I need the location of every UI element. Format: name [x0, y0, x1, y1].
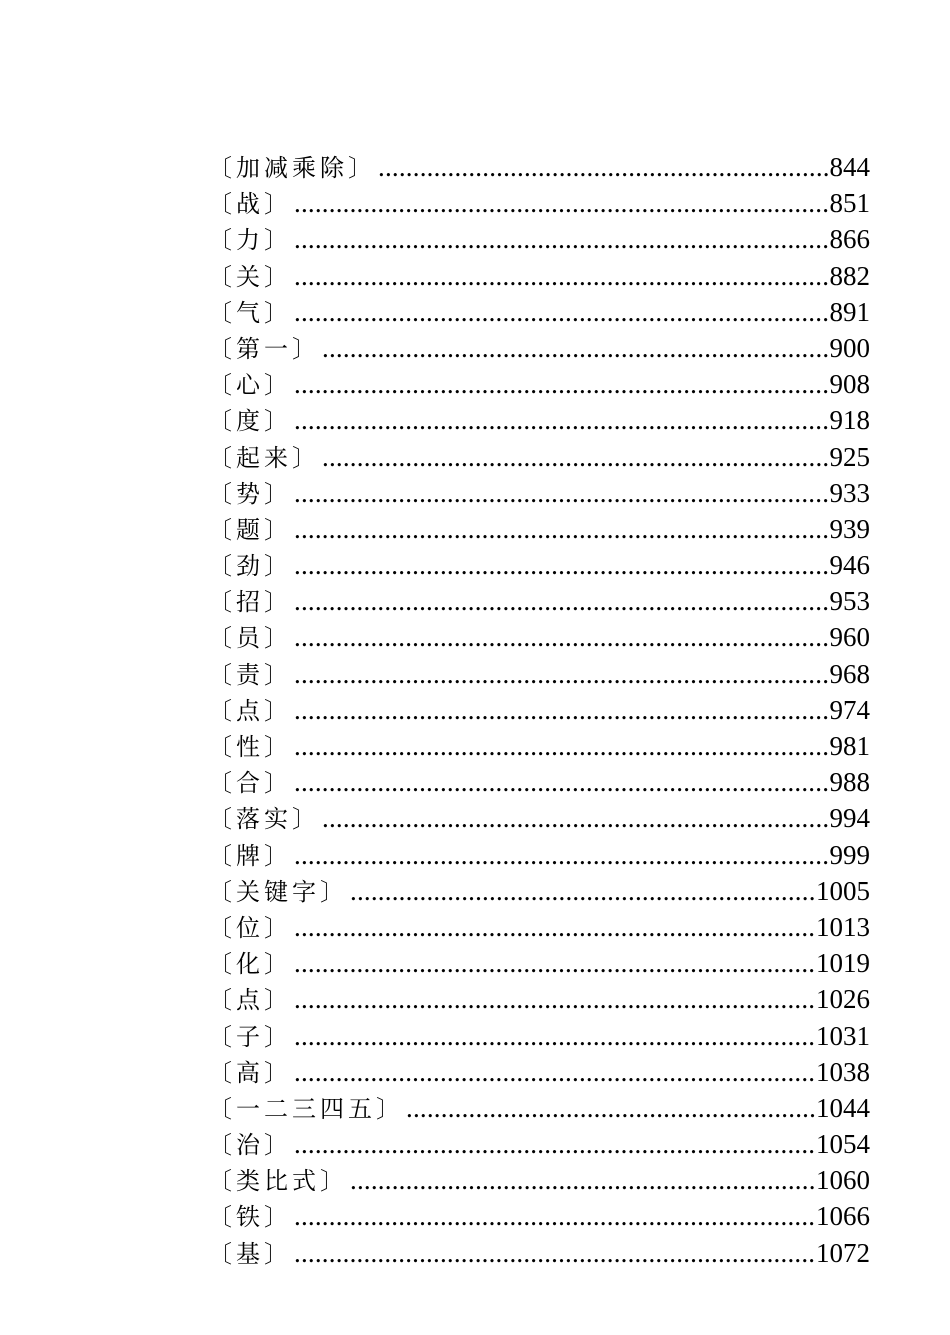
toc-entry[interactable]	[208, 582, 870, 618]
dot-leader	[294, 948, 815, 979]
toc-entry[interactable]	[208, 257, 870, 293]
toc-entry-title: 〔心〕	[208, 371, 292, 400]
toc-entry-title: 〔性〕	[208, 733, 292, 761]
toc-entry-title: 〔招〕	[208, 588, 292, 617]
toc-entry[interactable]	[208, 1089, 870, 1125]
toc-entry[interactable]	[208, 799, 870, 835]
toc-entry-page-number: 1005	[816, 875, 870, 906]
toc-entry-page-number: 918	[829, 405, 870, 436]
toc-entry-title: 〔第一〕	[208, 334, 320, 363]
dot-leader	[294, 695, 829, 726]
dot-leader	[294, 297, 829, 328]
toc-entry[interactable]	[208, 546, 870, 582]
toc-entry[interactable]	[208, 365, 870, 401]
dot-leader	[406, 1093, 815, 1124]
toc-entry-page-number: 1038	[816, 1056, 870, 1087]
dot-leader	[294, 405, 829, 436]
toc-entry[interactable]	[208, 1053, 870, 1089]
toc-entry-title: 〔题〕	[208, 515, 292, 544]
toc-entry-page-number: 908	[829, 369, 870, 400]
dot-leader	[294, 369, 829, 400]
toc-entry-title: 〔落实〕	[208, 805, 320, 834]
toc-entry[interactable]	[208, 872, 870, 908]
toc-entry-title: 〔高〕	[208, 1058, 292, 1087]
dot-leader	[294, 767, 829, 798]
toc-entry[interactable]	[208, 655, 870, 691]
toc-entry-page-number: 882	[829, 260, 870, 291]
dot-leader	[294, 1201, 815, 1232]
toc-entry[interactable]	[208, 1234, 870, 1270]
toc-entry-title: 〔责〕	[208, 660, 292, 689]
dot-leader	[294, 840, 829, 871]
toc-entry-page-number: 1072	[816, 1237, 870, 1268]
toc-entry[interactable]	[208, 763, 870, 799]
dot-leader	[294, 188, 829, 219]
toc-entry[interactable]	[208, 510, 870, 546]
toc-entry-title: 〔点〕	[208, 696, 292, 725]
toc-entry[interactable]	[208, 1017, 870, 1053]
dot-leader	[294, 984, 815, 1015]
toc-entry-title: 〔气〕	[208, 298, 292, 327]
toc-entry-title: 〔关〕	[208, 262, 292, 291]
toc-entry-title: 〔点〕	[208, 986, 292, 1015]
dot-leader	[294, 478, 829, 509]
toc-entry-title: 〔势〕	[208, 479, 292, 508]
toc-entry[interactable]	[208, 148, 870, 184]
toc-entry-page-number: 1019	[816, 948, 870, 979]
toc-entry-title: 〔治〕	[208, 1131, 292, 1160]
dot-leader	[294, 1057, 815, 1088]
toc-entry-page-number: 1044	[816, 1092, 870, 1123]
dot-leader	[294, 550, 829, 581]
toc-entry[interactable]	[208, 293, 870, 329]
toc-entry-page-number: 900	[829, 332, 870, 363]
toc-entry-page-number: 866	[829, 224, 870, 255]
toc-entry-page-number: 981	[829, 731, 870, 761]
dot-leader	[378, 152, 829, 183]
toc-entry-page-number: 1013	[816, 911, 870, 942]
toc-entry-title: 〔子〕	[208, 1022, 292, 1051]
toc-entry-title: 〔员〕	[208, 624, 292, 653]
dot-leader	[322, 803, 829, 834]
toc-entry[interactable]	[208, 474, 870, 510]
toc-entry-page-number: 999	[829, 839, 870, 870]
toc-entry[interactable]	[208, 908, 870, 944]
toc-entry[interactable]	[208, 220, 870, 256]
toc-entry-page-number: 933	[829, 477, 870, 508]
toc-entry-page-number: 939	[829, 513, 870, 544]
toc-entry-page-number: 851	[829, 188, 870, 219]
dot-leader	[350, 1165, 815, 1196]
toc-entry-title: 〔起来〕	[208, 443, 320, 472]
toc-entry[interactable]	[208, 944, 870, 980]
toc-entry-page-number: 974	[829, 694, 870, 725]
toc-entry[interactable]	[208, 184, 870, 220]
toc-entry-title: 〔位〕	[208, 913, 292, 942]
toc-entry[interactable]	[208, 691, 870, 727]
dot-leader	[294, 1021, 815, 1052]
toc-entry[interactable]	[208, 727, 870, 763]
dot-leader	[294, 261, 829, 292]
toc-entry-page-number: 1060	[816, 1165, 870, 1196]
toc-entry-title: 〔合〕	[208, 769, 292, 798]
toc-entry-page-number: 925	[829, 441, 870, 472]
toc-entry[interactable]	[208, 618, 870, 654]
toc-entry[interactable]	[208, 329, 870, 365]
toc-entry-title: 〔关键字〕	[208, 877, 348, 906]
toc-entry-page-number: 968	[829, 658, 870, 689]
toc-entry-page-number: 994	[829, 803, 870, 834]
dot-leader	[294, 224, 829, 255]
toc-entry-page-number: 960	[829, 622, 870, 653]
toc-entry-page-number: 1026	[816, 984, 870, 1015]
table-of-contents	[208, 148, 870, 1270]
toc-entry-page-number: 1066	[816, 1201, 870, 1232]
dot-leader	[294, 586, 829, 617]
toc-entry[interactable]	[208, 836, 870, 872]
toc-entry-title: 〔牌〕	[208, 841, 292, 870]
toc-entry-page-number: 946	[829, 550, 870, 581]
dot-leader	[322, 442, 829, 473]
toc-entry[interactable]	[208, 401, 870, 437]
toc-entry[interactable]	[208, 980, 870, 1016]
dot-leader	[322, 333, 829, 364]
toc-entry[interactable]	[208, 1197, 870, 1233]
toc-entry-page-number: 953	[829, 586, 870, 617]
toc-entry[interactable]	[208, 1125, 870, 1161]
toc-entry-title: 〔力〕	[208, 226, 292, 255]
toc-entry-page-number: 1054	[816, 1129, 870, 1160]
toc-entry-title: 〔一二三四五〕	[208, 1094, 404, 1123]
toc-entry-title: 〔类比式〕	[208, 1167, 348, 1196]
toc-entry-title: 〔化〕	[208, 950, 292, 979]
toc-entry[interactable]	[208, 438, 870, 474]
toc-entry-title: 〔基〕	[208, 1239, 292, 1268]
toc-entry-title: 〔度〕	[208, 407, 292, 436]
dot-leader	[294, 1238, 815, 1269]
dot-leader	[294, 912, 815, 943]
toc-entry-title: 〔劲〕	[208, 552, 292, 581]
dot-leader	[294, 622, 829, 653]
dot-leader	[294, 514, 829, 545]
toc-entry-page-number: 844	[829, 152, 870, 182]
toc-entry-page-number: 1031	[816, 1020, 870, 1051]
dot-leader	[350, 876, 815, 907]
dot-leader	[294, 1129, 815, 1160]
toc-entry-page-number: 891	[829, 296, 870, 327]
toc-entry-title: 〔铁〕	[208, 1203, 292, 1232]
dot-leader	[294, 659, 829, 690]
toc-entry[interactable]	[208, 1161, 870, 1197]
toc-entry-title: 〔加减乘除〕	[208, 154, 376, 182]
toc-entry-page-number: 988	[829, 767, 870, 798]
toc-entry-title: 〔战〕	[208, 190, 292, 219]
dot-leader	[294, 731, 829, 762]
